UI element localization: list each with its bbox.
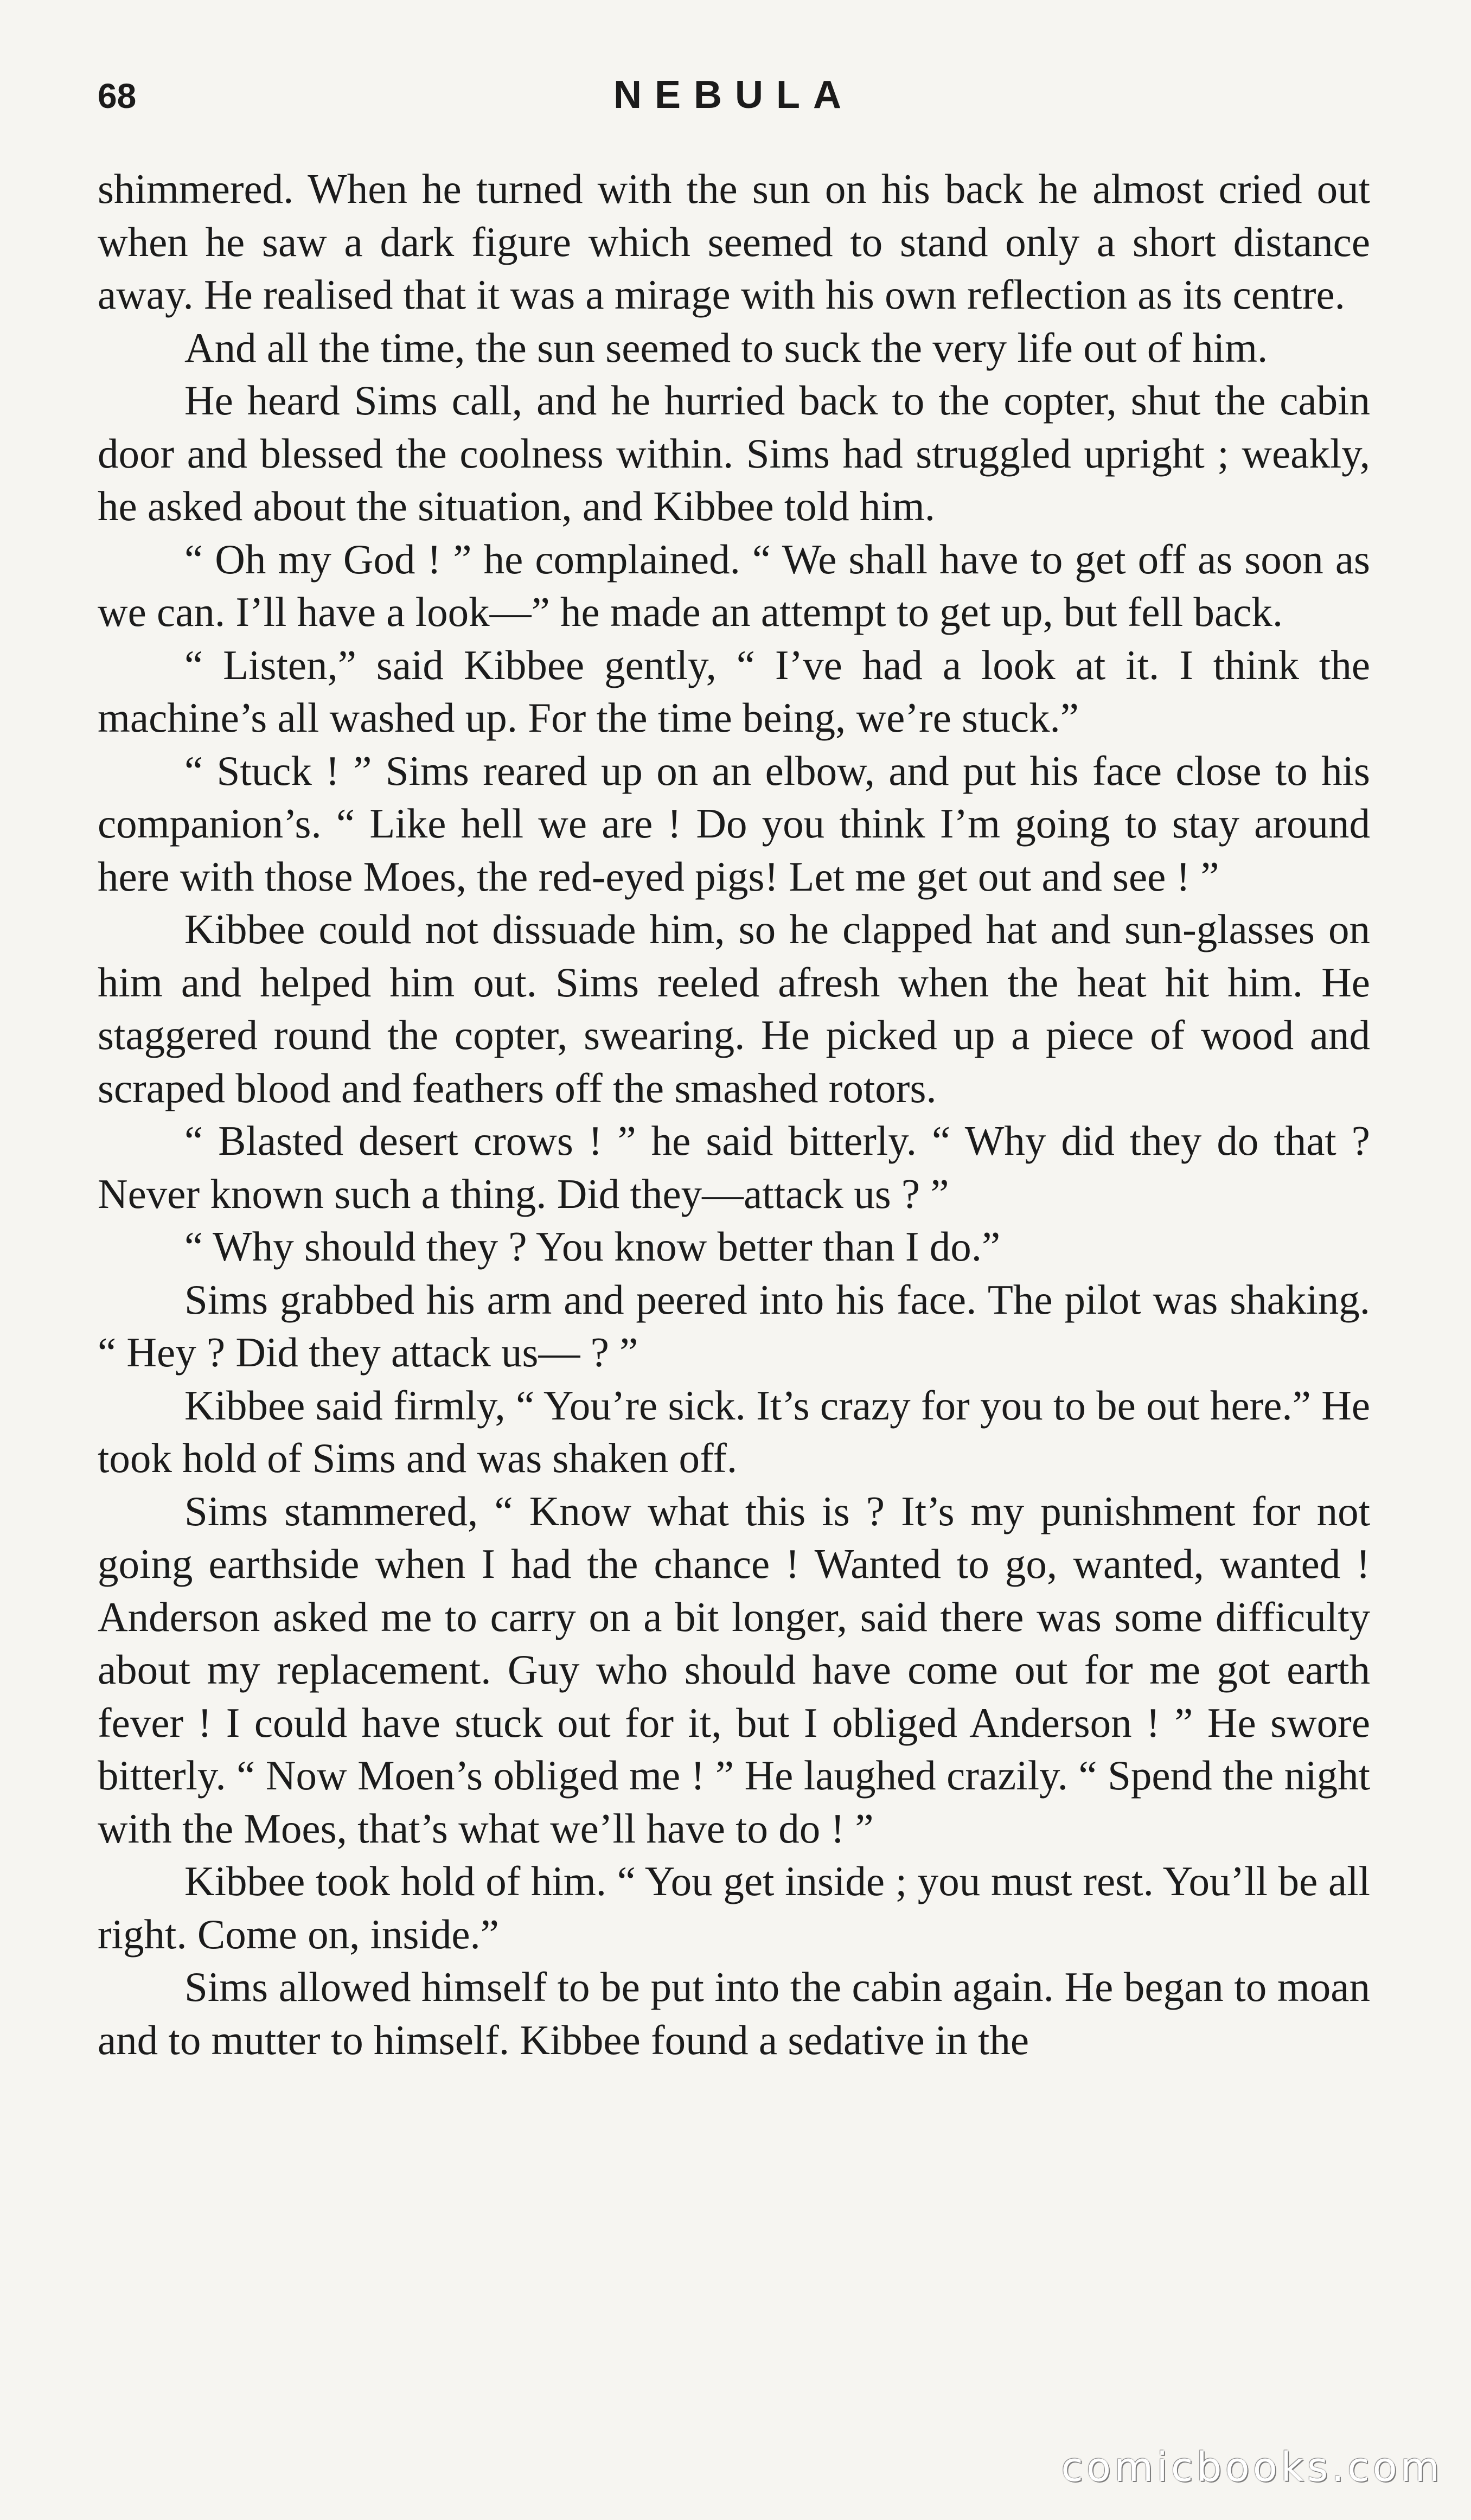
running-head: NEBULA (613, 73, 854, 117)
paragraph: shimmered. When he turned with the sun on his back he almost cried out when he saw a dark figure which seemed to stand only a short distance away. He realised that it was a mirage with his own reflection as its centre. (98, 165, 1370, 318)
paragraph: Sims stammered, “ Know what this is ? It’s my punishment for not going earthside when I had the chance ! Wanted to go, wanted, wanted ! Anderson asked me to carry on a bit longer, said there was some difficulty about my replacement. Guy who should have come out for me got earth fever ! I could have stuck out for it, but I obliged Anderson ! ” He swore bitterly. “ Now Moen’s obliged me ! ” He laughed crazily. “ Spend the night with the Moes, that’s what we’ll have to do ! ” (98, 1487, 1370, 1852)
paragraph: “ Blasted desert crows ! ” he said bitterly. “ Why did they do that ? Never known such a thing. Did they—attack us ? ” (98, 1117, 1370, 1217)
paragraph: Kibbee took hold of him. “ You get inside ; you must rest. You’ll be all right. Come on, inside.” (98, 1858, 1370, 1958)
paragraph: Sims allowed himself to be put into the cabin again. He began to moan and to mutter to himself. Kibbee found a sedative in the (98, 1963, 1370, 2063)
paragraph: He heard Sims call, and he hurried back to the copter, shut the cabin door and blessed the coolness within. Sims had struggled upright ; weakly, he asked about the situation, and Kibbee told him. (98, 377, 1370, 529)
paragraph: “ Oh my God ! ” he complained. “ We shall have to get off as soon as we can. I’ll have a look—” he made an attempt to get up, but fell back. (98, 535, 1370, 635)
page-number: 68 (98, 76, 137, 116)
paragraph: Sims grabbed his arm and peered into his face. The pilot was shaking. “ Hey ? Did they attack us— ? ” (98, 1276, 1370, 1376)
site-watermark: comicbooks.com (1061, 2444, 1443, 2491)
paragraph: Kibbee could not dissuade him, so he clapped hat and sun-glasses on him and helped him out. Sims reeled afresh when the heat hit him. He staggered round the copter, swearing. He picked up a piece of wood and scraped blood and feathers off the smashed rotors. (98, 906, 1370, 1111)
page-header (98, 65, 1370, 125)
paragraph: And all the time, the sun seemed to suck the very life out of him. (184, 324, 1268, 371)
paragraph: “ Listen,” said Kibbee gently, “ I’ve had a look at it. I think the machine’s all washed up. For the time being, we’re stuck.” (98, 641, 1370, 741)
paragraph: “ Why should they ? You know better than I do.” (184, 1223, 1001, 1270)
paragraph: “ Stuck ! ” Sims reared up on an elbow, and put his face close to his companion’s. “ Like hell we are ! Do you think I’m going to stay around here with those Moes, the red-eyed pigs! Let me get out and see ! ” (98, 747, 1370, 900)
paragraph: Kibbee said firmly, “ You’re sick. It’s crazy for you to be out here.” He took hold of Sims and was shaken off. (98, 1381, 1370, 1481)
body-text (98, 163, 1370, 2067)
